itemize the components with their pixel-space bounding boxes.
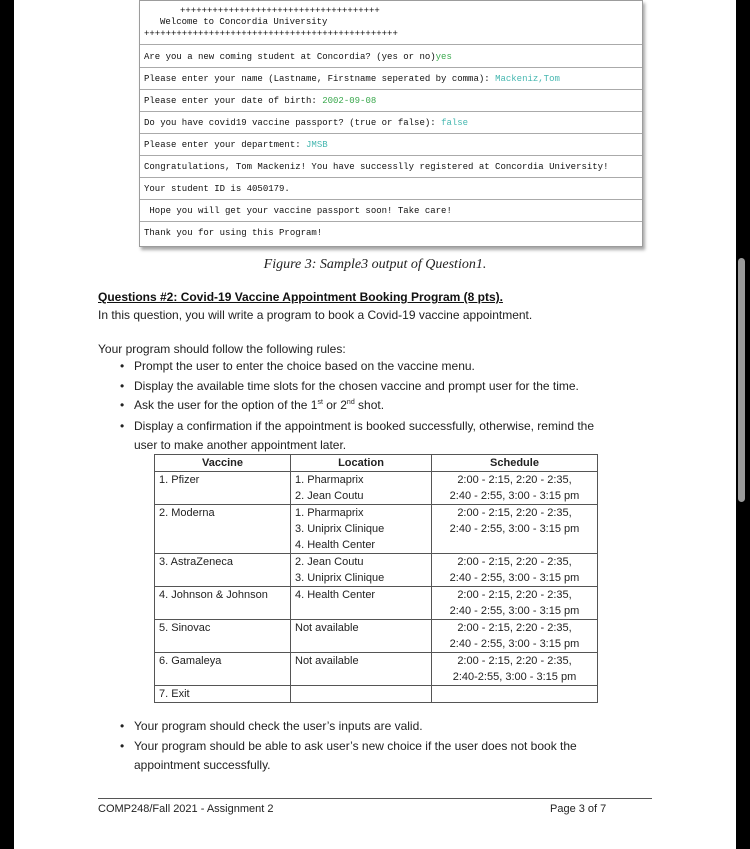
console-line-dob (144, 96, 376, 106)
console-student-id: Your student ID is 4050179. (144, 184, 290, 194)
bullet-dot: • (120, 719, 125, 733)
cell-schedule: 2:00 - 2:15, 2:20 - 2:35, 2:40-2:55, 3:00 - 3:15 pm (432, 653, 598, 686)
console-thanks: Thank you for using this Program! (144, 228, 323, 238)
cell-location (291, 686, 432, 703)
validation-bullet (120, 719, 423, 733)
bullet-text: Ask the user for the option of the 1 (134, 398, 318, 412)
table-row (155, 472, 598, 505)
table-row (155, 653, 598, 686)
console-plus-line-bottom: +++++++++++++++++++++++++++++++++++++++++++++++ (144, 29, 398, 39)
cell-vaccine: 5. Sinovac (155, 620, 291, 653)
console-hope: Hope you will get your vaccine passport soon! Take care! (144, 206, 452, 216)
console-separator (140, 89, 642, 90)
console-separator (140, 199, 642, 200)
bullet-text: Display a confirmation if the appointment is booked successfully, otherwise, remind the (134, 419, 595, 433)
rules-intro: Your program should follow the following rules: (98, 342, 346, 356)
cell-location: 1. Pharmaprix 3. Uniprix Clinique 4. Health Center (291, 505, 432, 554)
bullet-dot: • (120, 359, 125, 373)
console-line-department (144, 140, 328, 150)
table-body (155, 472, 598, 703)
bullet-text: shot. (354, 398, 385, 412)
vaccine-menu-table (154, 454, 598, 703)
console-prompt: Do you have covid19 vaccine passport? (true or false): (144, 118, 442, 128)
document-page (14, 0, 736, 849)
bullet-text: or 2 (322, 398, 347, 412)
console-prompt: Are you a new coming student at Concordia? (yes or no) (144, 52, 436, 62)
column-header-vaccine: Vaccine (155, 455, 291, 472)
cell-vaccine: 4. Johnson & Johnson (155, 587, 291, 620)
bullet-dot: • (120, 398, 125, 412)
rule-bullet (120, 359, 475, 373)
table-row (155, 554, 598, 587)
console-answer: false (441, 118, 469, 128)
cell-vaccine: 6. Gamaleya (155, 653, 291, 686)
cell-schedule: 2:00 - 2:15, 2:20 - 2:35, 2:40 - 2:55, 3:00 - 3:15 pm (432, 620, 598, 653)
console-line-new-student (144, 52, 452, 62)
table-row (155, 587, 598, 620)
bullet-text: Prompt the user to enter the choice based on the vaccine menu. (134, 359, 475, 373)
console-separator (140, 155, 642, 156)
console-separator (140, 177, 642, 178)
cell-schedule (432, 686, 598, 703)
superscript: nd (346, 399, 355, 406)
console-answer: Mackeniz,Tom (495, 74, 560, 84)
table-row (155, 620, 598, 653)
cell-location: Not available (291, 620, 432, 653)
cell-schedule: 2:00 - 2:15, 2:20 - 2:35, 2:40 - 2:55, 3:00 - 3:15 pm (432, 472, 598, 505)
column-header-schedule: Schedule (432, 455, 598, 472)
cell-vaccine: 1. Pfizer (155, 472, 291, 505)
bullet-dot: • (120, 739, 125, 753)
rule-bullet (120, 379, 579, 393)
console-congrats: Congratulations, Tom Mackeniz! You have successlly registered at Concordia University! (144, 162, 609, 172)
cell-location: 1. Pharmaprix 2. Jean Coutu (291, 472, 432, 505)
console-prompt: Please enter your department: (144, 140, 307, 150)
console-output-figure (139, 0, 643, 247)
console-plus-line-top: +++++++++++++++++++++++++++++++++++++ (180, 6, 380, 16)
console-separator (140, 221, 642, 222)
console-answer: 2002-09-08 (322, 96, 377, 106)
validation-bullet (120, 739, 577, 753)
bullet-text: Your program should check the user’s inputs are valid. (134, 719, 423, 733)
console-separator (140, 133, 642, 134)
cell-location: 4. Health Center (291, 587, 432, 620)
cell-vaccine: 2. Moderna (155, 505, 291, 554)
cell-schedule: 2:00 - 2:15, 2:20 - 2:35, 2:40 - 2:55, 3:00 - 3:15 pm (432, 554, 598, 587)
bullet-dot: • (120, 379, 125, 393)
console-answer: JMSB (306, 140, 328, 150)
console-prompt: Please enter your name (Lastname, Firstname seperated by comma): (144, 74, 496, 84)
cell-location: 2. Jean Coutu 3. Uniprix Clinique (291, 554, 432, 587)
footer-course: COMP248/Fall 2021 - Assignment 2 (98, 803, 274, 815)
table-row (155, 505, 598, 554)
cell-vaccine: 3. AstraZeneca (155, 554, 291, 587)
bullet-text: Your program should be able to ask user’s new choice if the user does not book the (134, 739, 577, 753)
column-header-location: Location (291, 455, 432, 472)
question-heading: Questions #2: Covid-19 Vaccine Appointment Booking Program (8 pts). (98, 290, 503, 304)
cell-vaccine: 7. Exit (155, 686, 291, 703)
console-prompt: Please enter your date of birth: (144, 96, 323, 106)
cell-schedule: 2:00 - 2:15, 2:20 - 2:35, 2:40 - 2:55, 3:00 - 3:15 pm (432, 505, 598, 554)
console-separator (140, 111, 642, 112)
console-line-name (144, 74, 560, 84)
superscript: st (317, 399, 323, 406)
console-answer: yes (435, 52, 452, 62)
rule-bullet (120, 398, 385, 412)
validation-bullet-continuation: appointment successfully. (134, 758, 271, 772)
scrollbar-thumb[interactable] (738, 258, 745, 502)
figure-caption: Figure 3: Sample3 output of Question1. (263, 257, 487, 272)
console-separator (140, 67, 642, 68)
footer-rule (98, 798, 652, 799)
question-intro: In this question, you will write a program to book a Covid-19 vaccine appointment. (98, 308, 533, 322)
console-line-passport (144, 118, 468, 128)
console-welcome: Welcome to Concordia University (160, 17, 328, 27)
bullet-dot: • (120, 419, 125, 433)
bullet-text: Display the available time slots for the chosen vaccine and prompt user for the time. (134, 379, 579, 393)
footer-page-number: Page 3 of 7 (550, 803, 607, 815)
rule-bullet (120, 419, 595, 433)
console-separator (140, 44, 642, 45)
rule-bullet-continuation: user to make another appointment later. (134, 438, 347, 452)
table-row (155, 686, 598, 703)
cell-location: Not available (291, 653, 432, 686)
table-header-row (155, 455, 598, 472)
cell-schedule: 2:00 - 2:15, 2:20 - 2:35, 2:40 - 2:55, 3:00 - 3:15 pm (432, 587, 598, 620)
